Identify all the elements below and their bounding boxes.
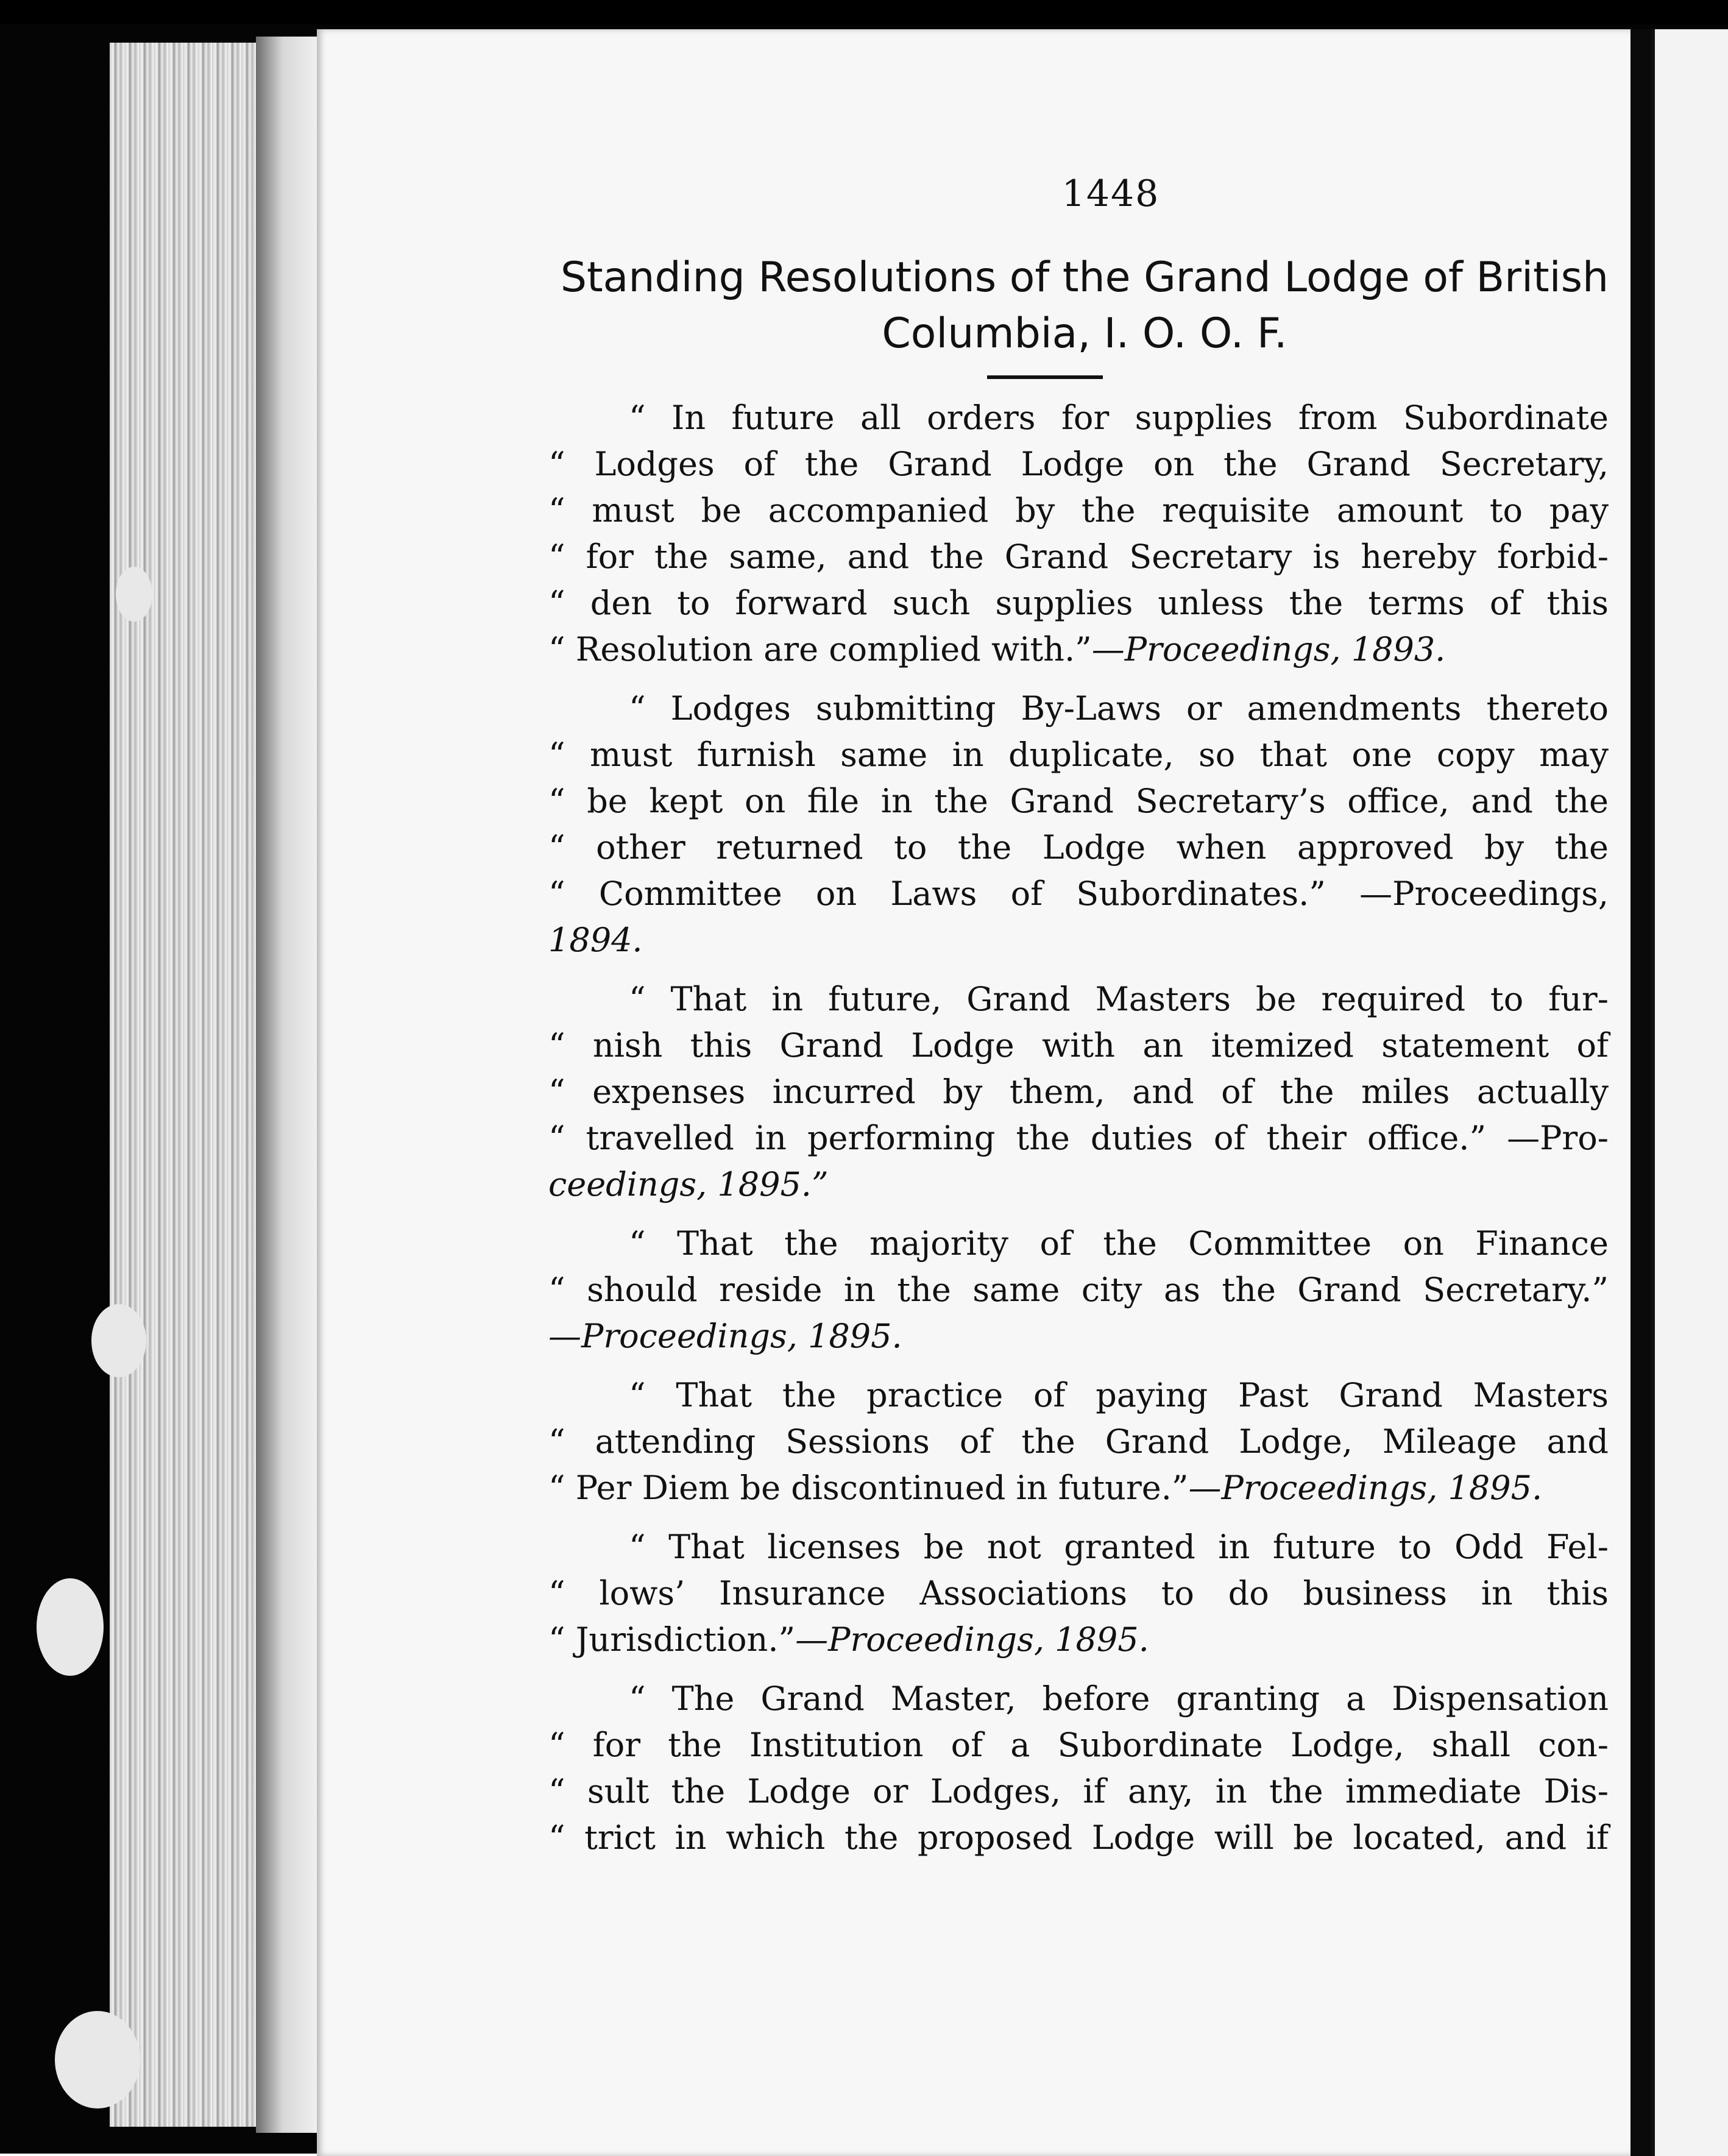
- proceedings-citation: —Proceedings, 1895.: [1188, 1469, 1543, 1507]
- text-line: “ That in future, Grand Masters be required to fur-: [629, 980, 1609, 1018]
- text-line: “ expenses incurred by them, and of the miles actually: [548, 1073, 1609, 1111]
- text-line: “ other returned to the Lodge when approved by the: [548, 828, 1609, 867]
- title-line-1: Standing Resolutions of the Grand Lodge of British: [560, 254, 1609, 302]
- text-line: “ That the practice of paying Past Grand Masters: [629, 1376, 1609, 1414]
- text-line: “ trict in which the proposed Lodge will be located, and if: [548, 1818, 1609, 1857]
- page-number: 1448: [1061, 172, 1160, 215]
- text-line: “ The Grand Master, before granting a Dispensation: [629, 1679, 1609, 1718]
- text-line: [548, 626, 1609, 673]
- text-line: “ den to forward such supplies unless the terms of this: [548, 584, 1609, 622]
- text-line: [548, 1161, 1609, 1208]
- text-line: “ lows’ Insurance Associations to do business in this: [548, 1574, 1609, 1612]
- resolution-paragraph: [548, 686, 1609, 963]
- page-title: [548, 250, 1621, 362]
- text-line: “ for the Institution of a Subordinate Lodge, shall con-: [548, 1726, 1609, 1764]
- resolution-paragraph: [548, 395, 1609, 673]
- text-line: [548, 1313, 1609, 1360]
- text-line: “ That the majority of the Committee on Finance: [629, 1224, 1609, 1263]
- resolution-paragraph: [548, 1221, 1609, 1360]
- text-line: “ should reside in the same city as the Grand Secretary.”: [548, 1271, 1609, 1309]
- adjacent-page: [1651, 29, 1728, 2156]
- text-line: “ Lodges of the Grand Lodge on the Grand Secretary,: [548, 445, 1609, 483]
- resolution-paragraph: [548, 1676, 1609, 1861]
- text-line: “ sult the Lodge or Lodges, if any, in the immediate Dis-: [548, 1772, 1609, 1810]
- title-divider: [987, 375, 1103, 379]
- text-line: “ nish this Grand Lodge with an itemized statement of: [548, 1026, 1609, 1065]
- text-line: “ Lodges submitting By-Laws or amendments thereto: [629, 689, 1609, 728]
- text-line: “ attending Sessions of the Grand Lodge, Mileage and: [548, 1422, 1609, 1461]
- resolution-text: “ Resolution are complied with.”: [548, 630, 1092, 668]
- text-line: “ In future all orders for supplies from Subordinate: [629, 399, 1609, 437]
- page-damage-speck: [91, 1304, 146, 1377]
- page-damage-speck: [116, 567, 152, 622]
- text-line: “ travelled in performing the duties of their office.” —Pro-: [548, 1119, 1609, 1157]
- scan-top-edge: [0, 0, 1728, 24]
- resolution-paragraph: [548, 1524, 1609, 1663]
- resolution-text: “ Jurisdiction.”: [548, 1620, 796, 1659]
- text-line: [548, 1617, 1609, 1663]
- text-line: “ That licenses be not granted in future to Odd Fel-: [629, 1528, 1609, 1566]
- text-line: “ must be accompanied by the requisite amount to pay: [548, 491, 1609, 530]
- proceedings-citation: —Proceedings, 1893.: [1091, 630, 1446, 668]
- proceedings-citation: 1894.: [548, 921, 643, 959]
- text-line: “ must furnish same in duplicate, so that one copy may: [548, 736, 1609, 774]
- page-gutter: [1631, 29, 1651, 2156]
- page-damage-speck: [55, 2011, 140, 2108]
- title-line-2: Columbia, I. O. O. F.: [882, 310, 1287, 358]
- proceedings-citation: —Proceedings, 1895.: [795, 1620, 1149, 1659]
- book-page: [317, 29, 1631, 2156]
- text-line: [548, 1465, 1609, 1511]
- text-line: [548, 917, 1609, 963]
- proceedings-citation: ceedings, 1895.”: [548, 1165, 829, 1204]
- resolution-paragraph: [548, 1372, 1609, 1511]
- resolutions-body: [548, 395, 1609, 1874]
- text-line: “ Committee on Laws of Subordinates.” —Proceedings,: [548, 874, 1609, 913]
- page-damage-speck: [37, 1578, 104, 1676]
- resolution-text: “ Per Diem be discontinued in future.”: [548, 1469, 1189, 1507]
- resolution-paragraph: [548, 976, 1609, 1208]
- text-line: “ for the same, and the Grand Secretary is hereby forbid-: [548, 537, 1609, 576]
- text-line: “ be kept on file in the Grand Secretary’s office, and the: [548, 782, 1609, 820]
- proceedings-citation: —Proceedings, 1895.: [548, 1317, 902, 1355]
- page-edge-shadow: [256, 37, 323, 2133]
